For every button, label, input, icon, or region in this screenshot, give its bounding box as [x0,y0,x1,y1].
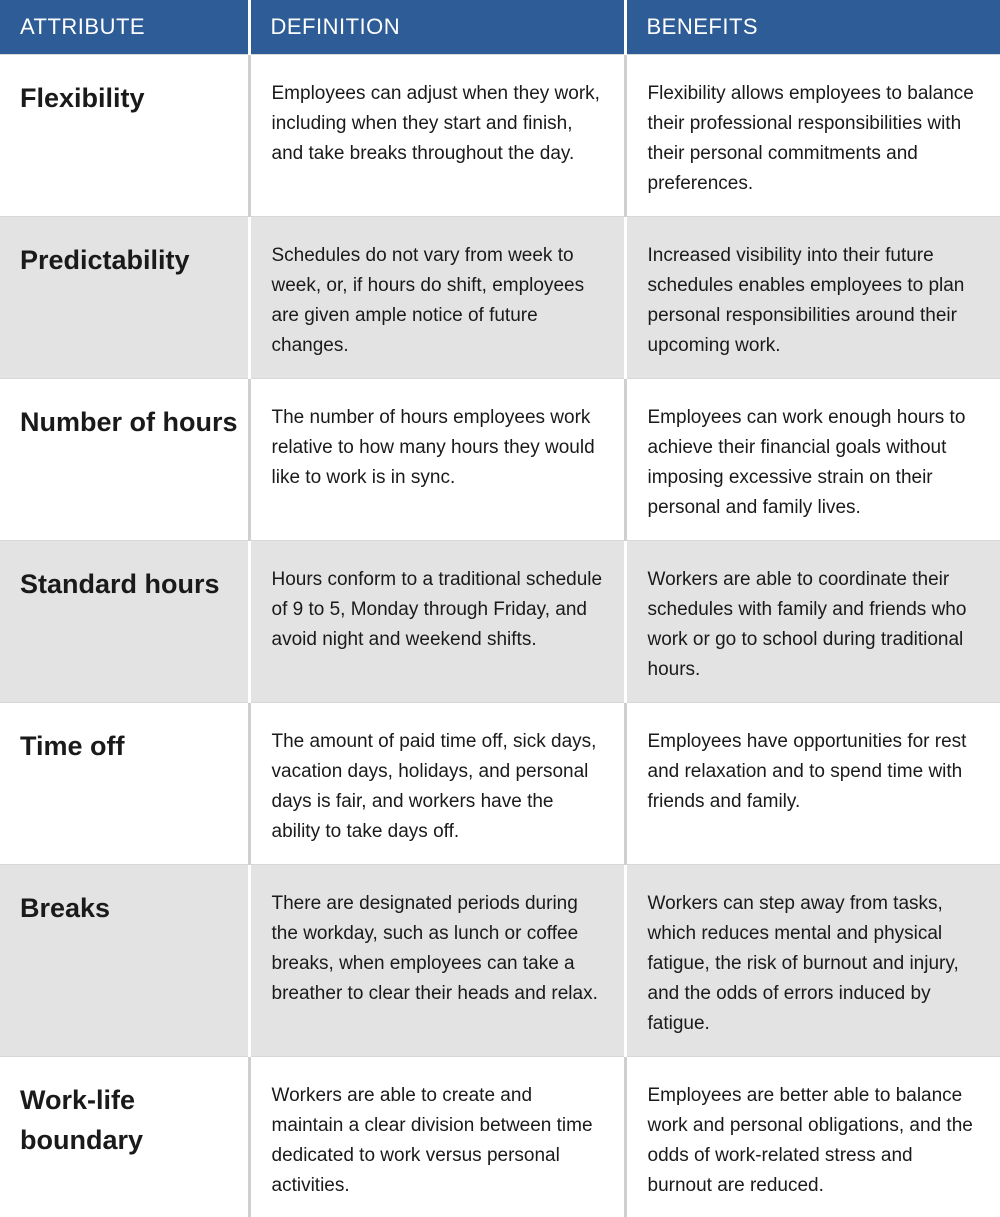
definition-cell: Schedules do not vary from week to week, or, if hours do shift, employees are given ample notice of future changes. [249,216,625,378]
table-row [0,216,1000,378]
header-row [0,0,1000,54]
attribute-cell: Standard hours [0,540,249,702]
attribute-cell: Number of hours [0,378,249,540]
attribute-cell: Time off [0,702,249,864]
table-header [0,0,1000,54]
table-body [0,54,1000,1217]
table-row [0,702,1000,864]
attribute-cell: Flexibility [0,54,249,216]
header-definition: DEFINITION [249,0,625,54]
table-row [0,864,1000,1056]
attribute-cell: Predictability [0,216,249,378]
table-row [0,540,1000,702]
header-benefits: BENEFITS [625,0,1000,54]
benefits-cell: Employees have opportunities for rest and relaxation and to spend time with friends and family. [647,730,967,812]
definition-cell: The amount of paid time off, sick days, vacation days, holidays, and personal days is fair, and workers have the ability to take days off. [249,702,625,864]
definition-cell: Employees can adjust when they work, including when they start and finish, and take breaks throughout the day. [249,54,625,216]
benefits-cell: Employees are better able to balance work and personal obligations, and the odds of work-related stress and burnout are reduced. [647,1084,973,1196]
definition-cell: There are designated periods during the workday, such as lunch or coffee breaks, when employees can take a breather to clear their heads and relax. [249,864,625,1056]
benefits-cell: Workers are able to coordinate their schedules with family and friends who work or go to school during traditional hours. [625,540,1000,702]
attribute-cell: Breaks [0,864,249,1056]
benefits-cell: Flexibility allows employees to balance their professional responsibilities with their personal commitments and preferences. [647,82,974,194]
definition-cell: Hours conform to a traditional schedule of 9 to 5, Monday through Friday, and avoid night and weekend shifts. [249,540,625,702]
table-row [0,54,1000,216]
attribute-cell: Work-life boundary [0,1056,249,1217]
benefits-cell: Workers can step away from tasks, which reduces mental and physical fatigue, the risk of burnout and injury, and the odds of errors induced by fatigue. [625,864,1000,1056]
definition-cell: The number of hours employees work relative to how many hours they would like to work is in sync. [249,378,625,540]
definition-cell: Workers are able to create and maintain a clear division between time dedicated to work versus personal activities. [249,1056,625,1217]
header-attribute: ATTRIBUTE [0,0,249,54]
benefits-cell: Employees can work enough hours to achieve their financial goals without imposing excessive strain on their personal and family lives. [647,406,966,518]
benefits-cell: Increased visibility into their future schedules enables employees to plan personal responsibilities around their upcoming work. [625,216,1000,378]
table-row [0,1056,1000,1217]
table-row [0,378,1000,540]
